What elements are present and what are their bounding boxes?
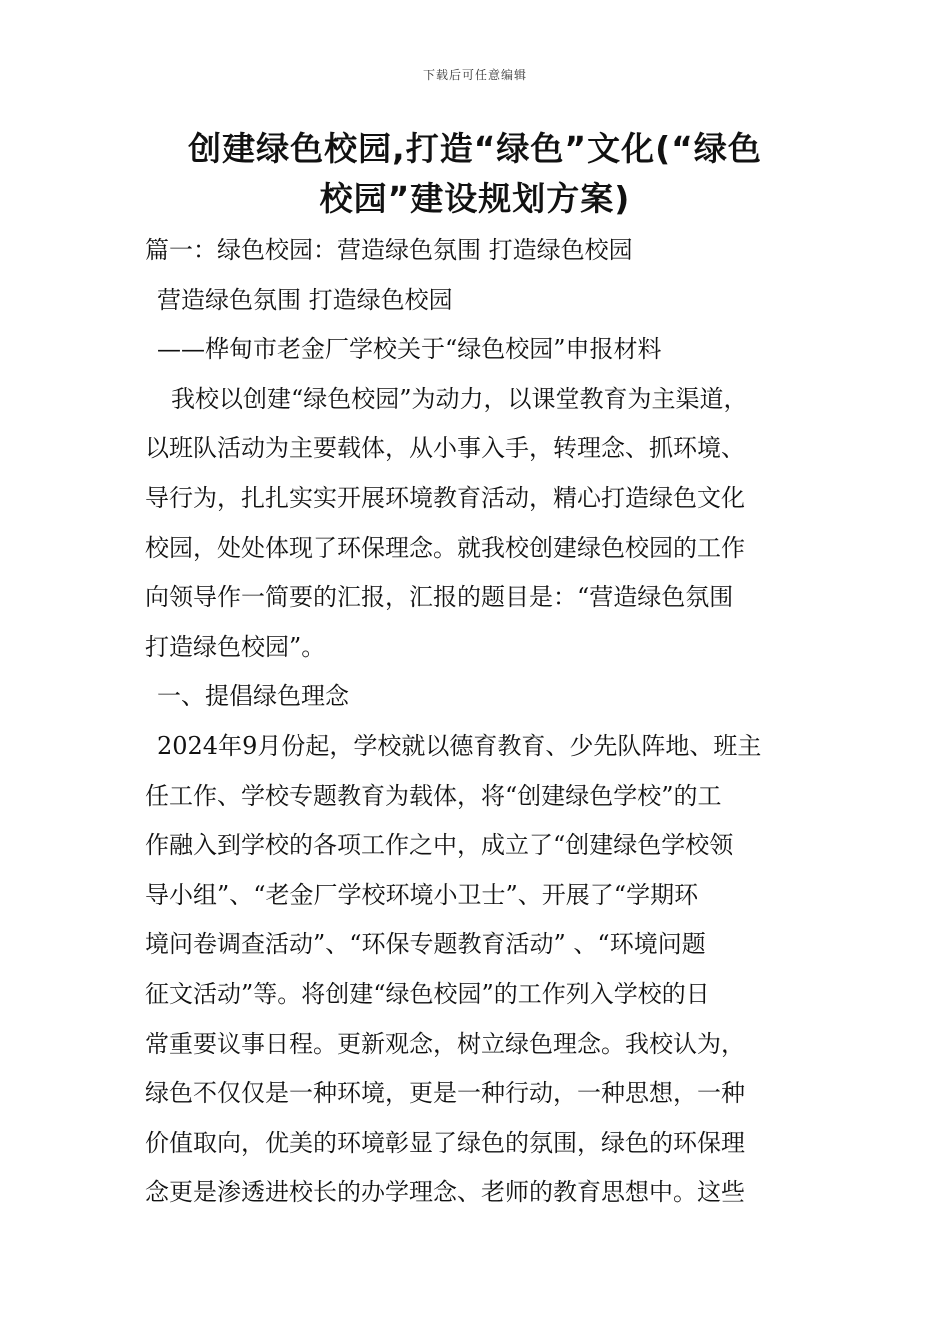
document-title xyxy=(130,124,820,224)
document-title-line-1: 创建绿色校园,打造“绿色”文化(“绿色 xyxy=(188,129,762,168)
paragraph-line: 作融入到学校的各项工作之中，成立了“创建绿色学校领 xyxy=(145,831,734,860)
paragraph-line: 价值取向，优美的环境彰显了绿色的氛围，绿色的环保理 xyxy=(145,1128,745,1157)
paragraph-line: 征文活动”等。将创建“绿色校园”的工作列入学校的日 xyxy=(145,979,710,1008)
paragraph-line: 常重要议事日程。更新观念，树立绿色理念。我校认为， xyxy=(145,1029,745,1058)
paragraph-line: 打造绿色校园”。 xyxy=(145,632,326,661)
subtitle-source: ——桦甸市老金厂学校关于“绿色校园”申报材料 xyxy=(157,335,662,364)
paragraph-line: 导行为，扎扎实实开展环境教育活动，精心打造绿色文化 xyxy=(145,483,745,512)
paragraph-line: 导小组”、“老金厂学校环境小卫士”、开展了“学期环 xyxy=(145,880,699,909)
paragraph-line: 校园，处处体现了环保理念。就我校创建绿色校园的工作 xyxy=(145,533,745,562)
document-body xyxy=(145,226,825,1218)
section-heading: 篇一：绿色校园：营造绿色氛围 打造绿色校园 xyxy=(145,236,633,264)
paragraph-line: 境问卷调查活动”、“环保专题教育活动” 、“环境问题 xyxy=(145,930,706,959)
header-note: 下载后可任意编辑 xyxy=(422,68,527,82)
paragraph-line: 以班队活动为主要载体，从小事入手，转理念、抓环境、 xyxy=(145,434,745,463)
document-title-line-2: 校园”建设规划方案) xyxy=(319,179,631,218)
section-heading-1: 一、提倡绿色理念 xyxy=(157,682,349,711)
subtitle-line: 营造绿色氛围 打造绿色校园 xyxy=(157,285,453,314)
paragraph-line: 绿色不仅仅是一种环境，更是一种行动，一种思想，一种 xyxy=(145,1079,745,1108)
paragraph-line: 任工作、学校专题教育为载体，将“创建绿色学校”的工 xyxy=(145,781,722,810)
paragraph-line: 向领导作一简要的汇报，汇报的题目是：“营造绿色氛围 xyxy=(145,583,734,612)
paragraph-line: 念更是渗透进校长的办学理念、老师的教育思想中。这些 xyxy=(145,1178,745,1207)
paragraph-line: 我校以创建“绿色校园”为动力，以课堂教育为主渠道， xyxy=(171,384,748,413)
paragraph-line: 2024年9月份起，学校就以德育教育、少先队阵地、班主 xyxy=(157,731,762,760)
